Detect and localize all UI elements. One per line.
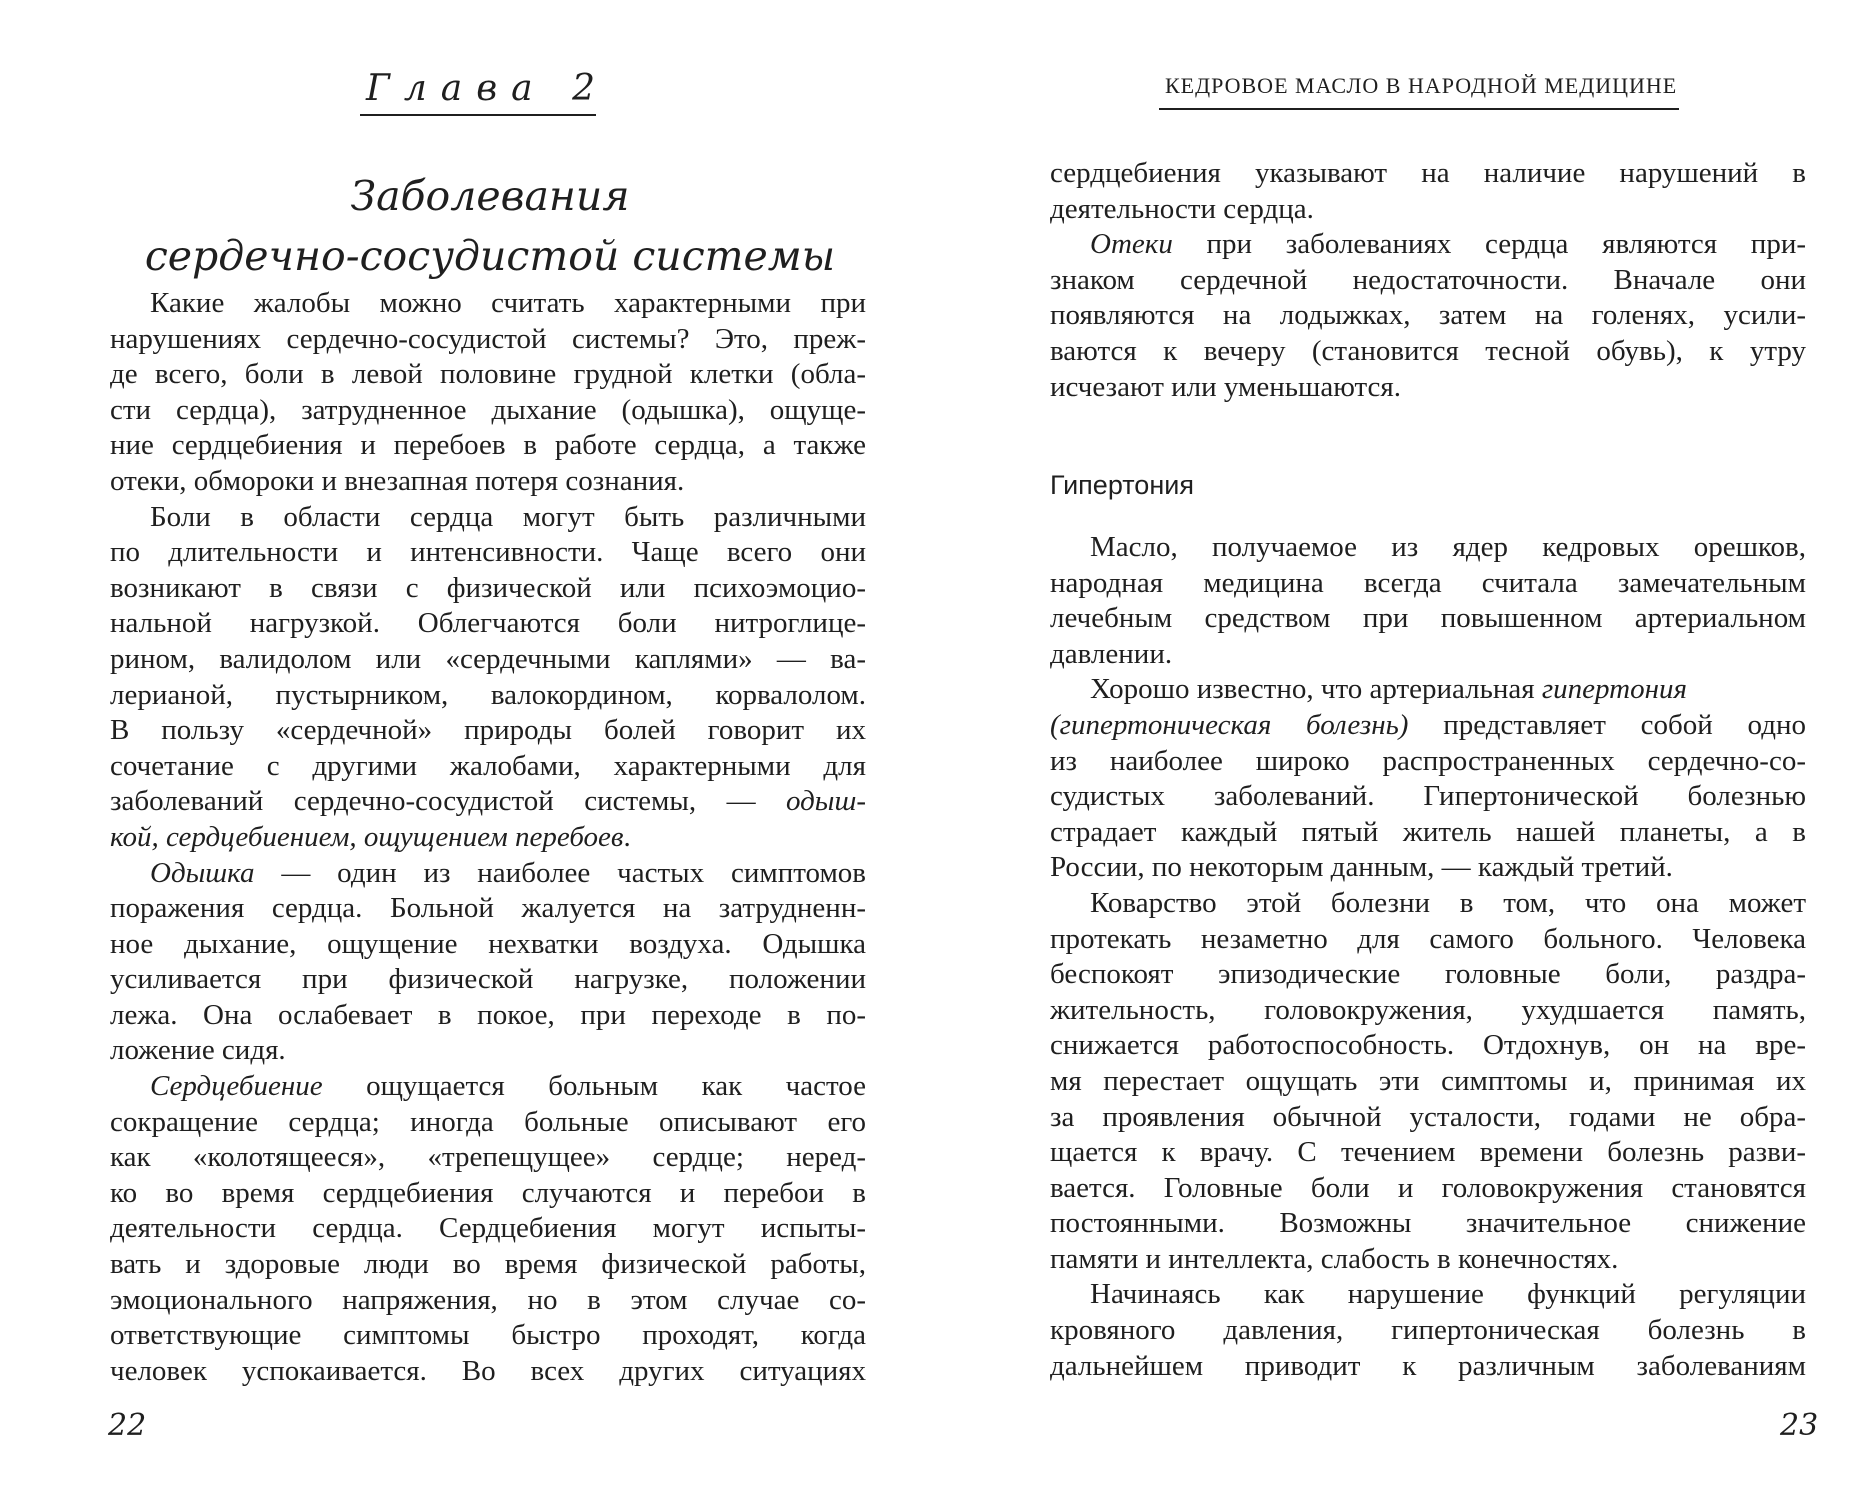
chapter-title-line-1: Заболевания [350, 172, 630, 220]
section-heading: Гипертония [1050, 470, 1194, 500]
text-line: сти сердца), затрудненное дыхание (одышка), ощуще- [110, 393, 866, 426]
text-line [110, 784, 866, 820]
text-line: Начинаясь как нарушение функций регуляции [1090, 1278, 1806, 1311]
running-head-book-title: КЕДРОВОЕ МАСЛО В НАРОДНОЙ МЕДИЦИНЕ [1159, 70, 1679, 110]
text-line: снижается работоспособность. Отдохнув, он на вре- [1050, 1029, 1806, 1062]
text-line: появляются на лодыжках, затем на голенях, усили- [1050, 299, 1806, 332]
text-line [1050, 672, 1806, 708]
text-line: ответствующие симптомы быстро проходят, когда [110, 1319, 866, 1352]
text-line: де всего, боли в левой половине грудной клетки (обла- [110, 358, 866, 391]
text-line: протекать незаметно для самого больного. Человека [1050, 922, 1806, 955]
text-line: страдает каждый пятый житель нашей планеты, а в [1050, 815, 1806, 848]
text-line: лерианой, пустырником, валокордином, корвалолом. [110, 678, 866, 711]
italic-term: Отеки [1090, 228, 1173, 261]
running-head-chapter: Глава 2 [360, 70, 596, 116]
text-line: дальнейшем приводит к различным заболеваниям [1050, 1349, 1806, 1382]
text-segment: представляет собой одно [1408, 708, 1806, 741]
text-line: нальной нагрузкой. Облегчаются боли нитроглице- [110, 607, 866, 640]
text-line: беспокоят эпизодические головные боли, раздра- [1050, 958, 1806, 991]
text-line: деятельности сердца. Сердцебиения могут испыты- [110, 1212, 866, 1245]
chapter-title [110, 166, 870, 286]
text-line: человек успокаивается. Во всех других ситуациях [110, 1354, 866, 1387]
text-line [110, 856, 866, 892]
text-line: сочетание с другими жалобами, характерными для [110, 749, 866, 782]
text-line: вается. Головные боли и головокружения становятся [1050, 1171, 1806, 1204]
text-line [1050, 227, 1806, 263]
text-line: судистых заболеваний. Гипертонической болезнью [1050, 780, 1806, 813]
text-line: лежа. Она ослабевает в покое, при переходе в по- [110, 998, 866, 1031]
text-line: поражения сердца. Больной жалуется на затрудненн- [110, 892, 866, 925]
text-line: за проявления обычной усталости, годами не обра- [1050, 1100, 1806, 1133]
text-line: В пользу «сердечной» природы болей говорит их [110, 714, 866, 747]
italic-term: гипертония [1541, 673, 1687, 706]
page-number-left: 22 [108, 1408, 147, 1443]
chapter-title-line-2: сердечно-сосудистой системы [144, 232, 836, 280]
text-line: по длительности и интенсивности. Чаще всего они [110, 536, 866, 569]
italic-term: (гипертоническая болезнь) [1050, 708, 1409, 741]
text-line: ное дыхание, ощущение нехватки воздуха. Одышка [110, 927, 866, 960]
text-line: народная медицина всегда считала замечательным [1050, 566, 1806, 599]
text-line: Масло, получаемое из ядер кедровых орешков, [1090, 531, 1806, 563]
text-line: лечебным средством при повышенном артериальном [1050, 602, 1806, 635]
text-line: вать и здоровые люди во время физической работы, [110, 1248, 866, 1281]
text-line: Коварство этой болезни в том, что она может [1090, 886, 1806, 919]
text-line: сокращение сердца; иногда больные описывают его [110, 1105, 866, 1138]
text-line: как «колотящееся», «трепещущее» сердце; неред- [110, 1141, 866, 1174]
text-line: России, по некоторым данным, — каждый третий. [1050, 851, 1673, 884]
right-body-text-top [1050, 156, 1806, 405]
text-line: постоянными. Возможны значительное снижение [1050, 1207, 1806, 1240]
text-line: давлении. [1050, 637, 1173, 670]
text-line: памяти и интеллекта, слабость в конечностях. [1050, 1242, 1619, 1275]
text-line: Боли в области сердца могут быть различными [150, 500, 866, 533]
text-line: сердцебиения указывают на наличие нарушений в [1050, 157, 1806, 189]
left-body-text [110, 286, 866, 1389]
text-line: нарушениях сердечно-сосудистой системы? Это, преж- [110, 322, 866, 355]
page-number-right: 23 [1780, 1408, 1819, 1443]
running-head-right [1159, 70, 1679, 110]
text-line [1050, 708, 1806, 744]
text-line: исчезают или уменьшаются. [1050, 370, 1401, 403]
right-body-text-bottom [1050, 530, 1806, 1384]
text-line: кровяного давления, гипертоническая болезнь в [1050, 1314, 1806, 1347]
text-segment: при заболеваниях сердца являются при- [1172, 228, 1806, 261]
right-page [929, 0, 1858, 1498]
text-line: рином, валидолом или «сердечными каплями» — ва- [110, 642, 866, 675]
text-line: ложение сидя. [110, 1034, 286, 1067]
text-line: жительность, головокружения, ухудшается память, [1050, 993, 1806, 1026]
text-line: Какие жалобы можно считать характерными при [150, 287, 866, 319]
running-head-left [360, 68, 609, 116]
text-line: ко во время сердцебиения случаются и перебои в [110, 1176, 866, 1209]
italic-term: Одышка [150, 856, 255, 889]
text-line: эмоционального напряжения, но в этом случае со- [110, 1283, 866, 1316]
text-line: знаком сердечной недостаточности. Вначале они [1050, 263, 1806, 296]
text-line: отеки, обмороки и внезапная потеря сознания. [110, 464, 685, 497]
italic-term: кой, сердцебиением, ощущением перебоев [110, 820, 624, 853]
italic-term: Сердцебиение [150, 1070, 323, 1103]
italic-term: одыш- [786, 785, 866, 818]
text-line: ваются к вечеру (становится тесной обувь), к утру [1050, 334, 1806, 367]
text-segment: ощущается больным как частое [322, 1070, 866, 1103]
text-line: ние сердцебиения и перебоев в работе сердца, а также [110, 429, 866, 462]
text-line: усиливается при физической нагрузке, положении [110, 963, 866, 996]
text-line: мя перестает ощущать эти симптомы и, принимая их [1050, 1064, 1806, 1097]
text-segment: заболеваний сердечно-сосудистой системы, — [110, 785, 787, 818]
text-segment: Хорошо известно, что артериальная [1090, 673, 1542, 706]
text-line: кой, сердцебиением, ощущением перебоев. [110, 820, 631, 853]
text-line: щается к врачу. С течением времени болезнь разви- [1050, 1136, 1806, 1169]
text-line [110, 1069, 866, 1105]
text-line: возникают в связи с физической или психоэмоцио- [110, 571, 866, 604]
text-line: из наиболее широко распространенных сердечно-со- [1050, 744, 1806, 777]
text-line: деятельности сердца. [1050, 192, 1314, 225]
text-segment: — один из наиболее частых симптомов [254, 856, 866, 889]
